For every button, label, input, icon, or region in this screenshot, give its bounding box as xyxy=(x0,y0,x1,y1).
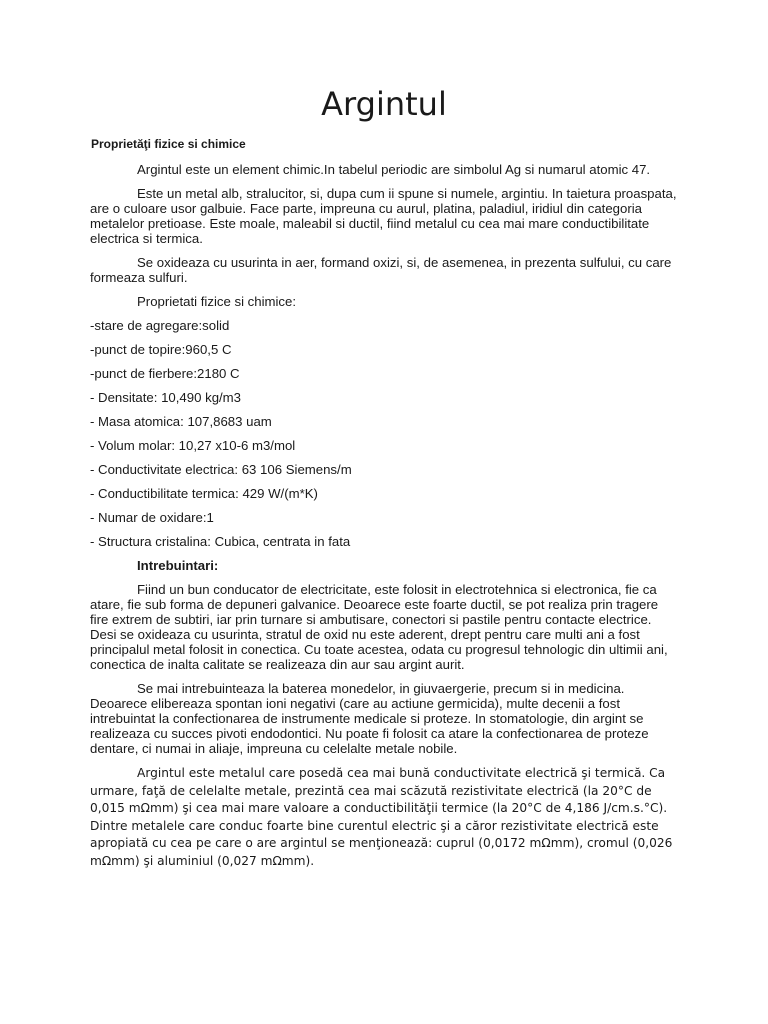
property-line: - Structura cristalina: Cubica, centrata in fata xyxy=(90,534,351,549)
property-line: - Conductivitate electrica: 63 106 Siemens/m xyxy=(90,462,352,477)
uses-paragraph-2: Se mai intrebuinteaza la baterea monedelor, in giuvaergerie, precum si in medicina. Deoarece elibereaza spontan ioni negativi (care au actiune germicida), multe decenii a fost intrebuintat la confectionarea de instrumente medicale si proteze. In stomatologie, din argint se realizeaza cu succes pivoti endodontici. Nu poate fi folosit ca atare la confectionarea de proteze dentare, ci numai in aliaje, impreuna cu celelalte metale nobile. xyxy=(90,681,649,756)
document-body xyxy=(90,162,680,879)
document-title: Argintul xyxy=(321,85,447,123)
intro-paragraph-1: Argintul este un element chimic.In tabelul periodic are simbolul Ag si numarul atomic 47. xyxy=(137,162,651,177)
property-line: -stare de agregare:solid xyxy=(90,318,230,333)
property-line: - Numar de oxidare:1 xyxy=(90,510,214,525)
property-line: -punct de fierbere:2180 C xyxy=(90,366,240,381)
uses-paragraph-1: Fiind un bun conducator de electricitate, este folosit in electrotehnica si electronica, fie ca atare, fie sub forma de depuneri galvanice. Deoarece este foarte ductil, se pot realiza prin tragere fire extrem de subtiri, iar prin turnare si ambutisare, conectori si pastile pentru contacte electrice. Desi se oxideaza cu usurinta, stratul de oxid nu este aderent, drept pentru care multi ani a fost principalul metal folosit in conectica. Cu toate acestea, odata cu progresul tehnologic din ultimii ani, conectica de inalta calitate se realizeaza din aur sau argint aurit. xyxy=(90,582,668,672)
intro-paragraph-2: Este un metal alb, stralucitor, si, dupa cum ii spune si numele, argintiu. In taietura proaspata, are o culoare usor galbuie. Face parte, impreuna cu aurul, platina, paladiul, iridiul din categoria metalelor pretioase. Este moale, maleabil si ductil, fiind metalul cu cea mai mare conductibilitate electrica si termica. xyxy=(90,186,677,246)
uses-heading: Intrebuintari: xyxy=(137,558,219,573)
property-line: - Masa atomica: 107,8683 uam xyxy=(90,414,272,429)
property-line: - Volum molar: 10,27 x10-6 m3/mol xyxy=(90,438,296,453)
closing-paragraph: Argintul este metalul care posedă cea mai bună conductivitate electrică şi termică. Ca urmare, faţă de celelalte metale, prezintă cea mai scăzută rezistivitate electrică (la 20°C de 0,015 mΩmm) şi cea mai mare valoare a conductibilităţii termice (la 20°C de 4,186 J/cm.s.°C). Dintre metalele care conduc foarte bine curentul electric şi a căror rezistivitate electrică este apropiată cu cea pe care o are argintul se menţionează: cuprul (0,0172 mΩmm), cromul (0,026 mΩmm) şi aluminiul (0,027 mΩmm). xyxy=(90,766,673,868)
intro-paragraph-3: Se oxideaza cu usurinta in aer, formand oxizi, si, de asemenea, in prezenta sulfului, cu care formeaza sulfuri. xyxy=(90,255,672,285)
property-line: - Conductibilitate termica: 429 W/(m*K) xyxy=(90,486,318,501)
properties-heading: Proprietati fizice si chimice: xyxy=(137,294,297,309)
property-line: -punct de topire:960,5 C xyxy=(90,342,232,357)
section-subheading: Proprietăţi fizice si chimice xyxy=(91,137,246,151)
property-line: - Densitate: 10,490 kg/m3 xyxy=(90,390,242,405)
